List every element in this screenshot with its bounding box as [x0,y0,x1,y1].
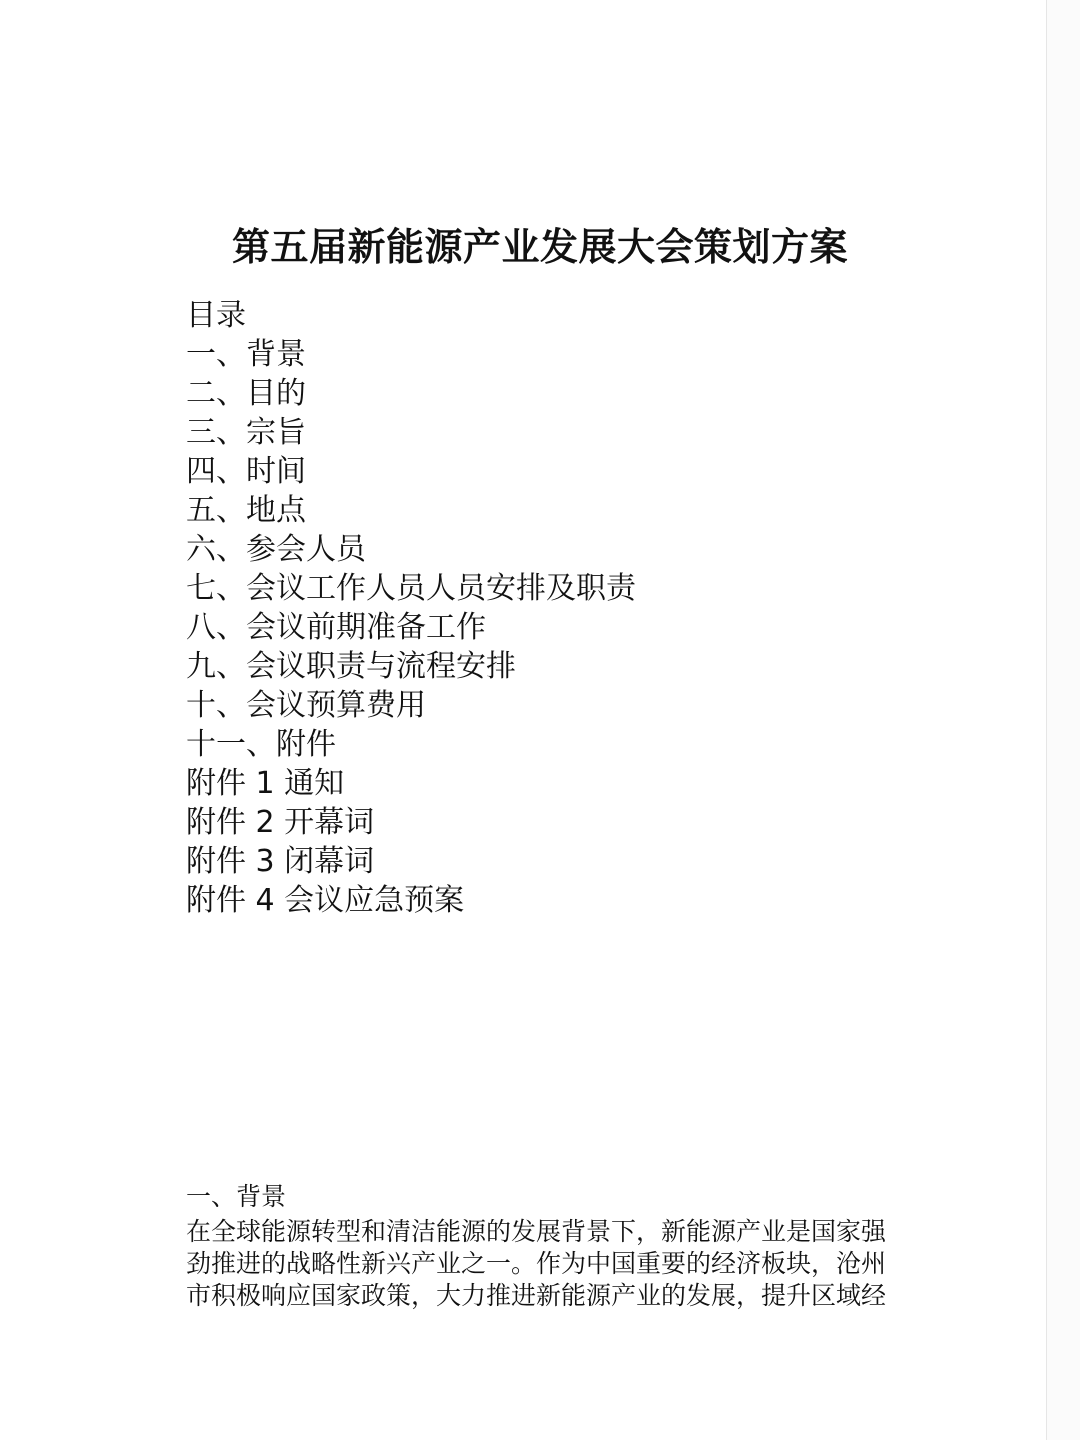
body-text-line: 在全球能源转型和清洁能源的发展背景下，新能源产业是国家强 [186,1217,887,1246]
section-body-background [186,1216,906,1312]
toc-heading: 目录 [186,298,246,333]
toc-item: 附件 1 通知 [186,766,345,801]
toc-list [186,335,986,920]
toc-item: 八、会议前期准备工作 [186,610,486,645]
toc-item: 一、背景 [186,337,306,372]
toc-item: 三、宗旨 [186,415,306,450]
toc-item: 七、会议工作人员人员安排及职责 [186,571,636,606]
toc-item: 十、会议预算费用 [186,688,426,723]
section-heading-background: 一、背景 [186,1182,287,1211]
toc-item: 九、会议职责与流程安排 [186,649,516,684]
toc-item: 四、时间 [186,454,306,489]
toc-item: 十一、附件 [186,727,336,762]
table-of-contents [186,296,986,920]
toc-item: 二、目的 [186,376,306,411]
toc-item: 附件 4 会议应急预案 [186,883,465,918]
body-text-line: 市积极响应国家政策，大力推进新能源产业的发展，提升区域经 [186,1281,887,1310]
document-title: 第五届新能源产业发展大会策划方案 [231,225,848,269]
toc-item: 附件 2 开幕词 [186,805,375,840]
toc-item: 附件 3 闭幕词 [186,844,375,879]
toc-item: 六、参会人员 [186,532,366,567]
toc-item: 五、地点 [186,493,306,528]
body-text-line: 劲推进的战略性新兴产业之一。作为中国重要的经济板块，沧州 [186,1249,887,1278]
